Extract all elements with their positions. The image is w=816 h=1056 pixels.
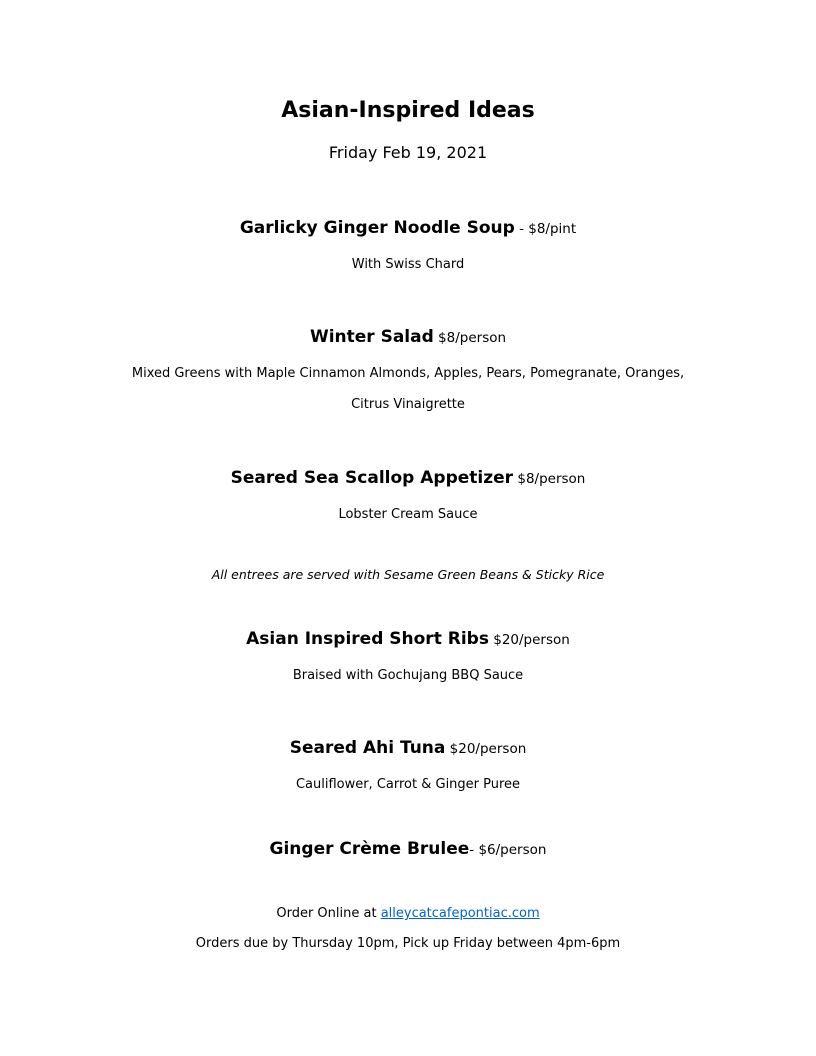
- item-name: Winter Salad: [309, 327, 434, 347]
- item-description-continued: Citrus Vinaigrette: [351, 397, 465, 412]
- menu-item-scallop: [0, 468, 816, 488]
- item-price: $20/person: [488, 632, 570, 648]
- item-price: $20/person: [445, 741, 527, 757]
- item-price: - $8/pint: [514, 221, 577, 237]
- item-description: Lobster Cream Sauce: [338, 507, 478, 522]
- menu-item-tuna: [0, 738, 816, 758]
- item-price: $8/person: [513, 471, 586, 487]
- menu-date: Friday Feb 19, 2021: [328, 143, 488, 162]
- entree-note: All entrees are served with Sesame Green Beans & Sticky Rice: [211, 567, 605, 582]
- item-description: Mixed Greens with Maple Cinnamon Almonds, Apples, Pears, Pomegranate, Oranges,: [131, 366, 685, 381]
- item-name: Seared Sea Scallop Appetizer: [230, 468, 514, 488]
- order-prefix: Order Online at: [276, 906, 381, 921]
- item-name: Asian Inspired Short Ribs: [246, 629, 489, 649]
- item-name: Garlicky Ginger Noodle Soup: [239, 218, 515, 238]
- menu-item-creme-brulee: [0, 839, 816, 859]
- item-price: $8/person: [433, 330, 507, 346]
- item-name: Ginger Crème Brulee: [269, 839, 470, 859]
- item-name: Seared Ahi Tuna: [289, 738, 446, 758]
- order-link[interactable]: alleycatcafepontiac.com: [380, 906, 540, 921]
- item-description: Cauliflower, Carrot & Ginger Puree: [295, 777, 521, 792]
- item-price: - $6/person: [469, 842, 547, 858]
- order-deadline-note: Orders due by Thursday 10pm, Pick up Friday between 4pm-6pm: [195, 936, 621, 951]
- menu-item-short-ribs: [0, 629, 816, 649]
- page-title: Asian-Inspired Ideas: [281, 98, 535, 123]
- menu-item-salad: [0, 327, 816, 347]
- item-description: With Swiss Chard: [351, 257, 465, 272]
- order-online-line: [0, 906, 816, 921]
- menu-item-soup: [0, 218, 816, 238]
- item-description: Braised with Gochujang BBQ Sauce: [292, 668, 524, 683]
